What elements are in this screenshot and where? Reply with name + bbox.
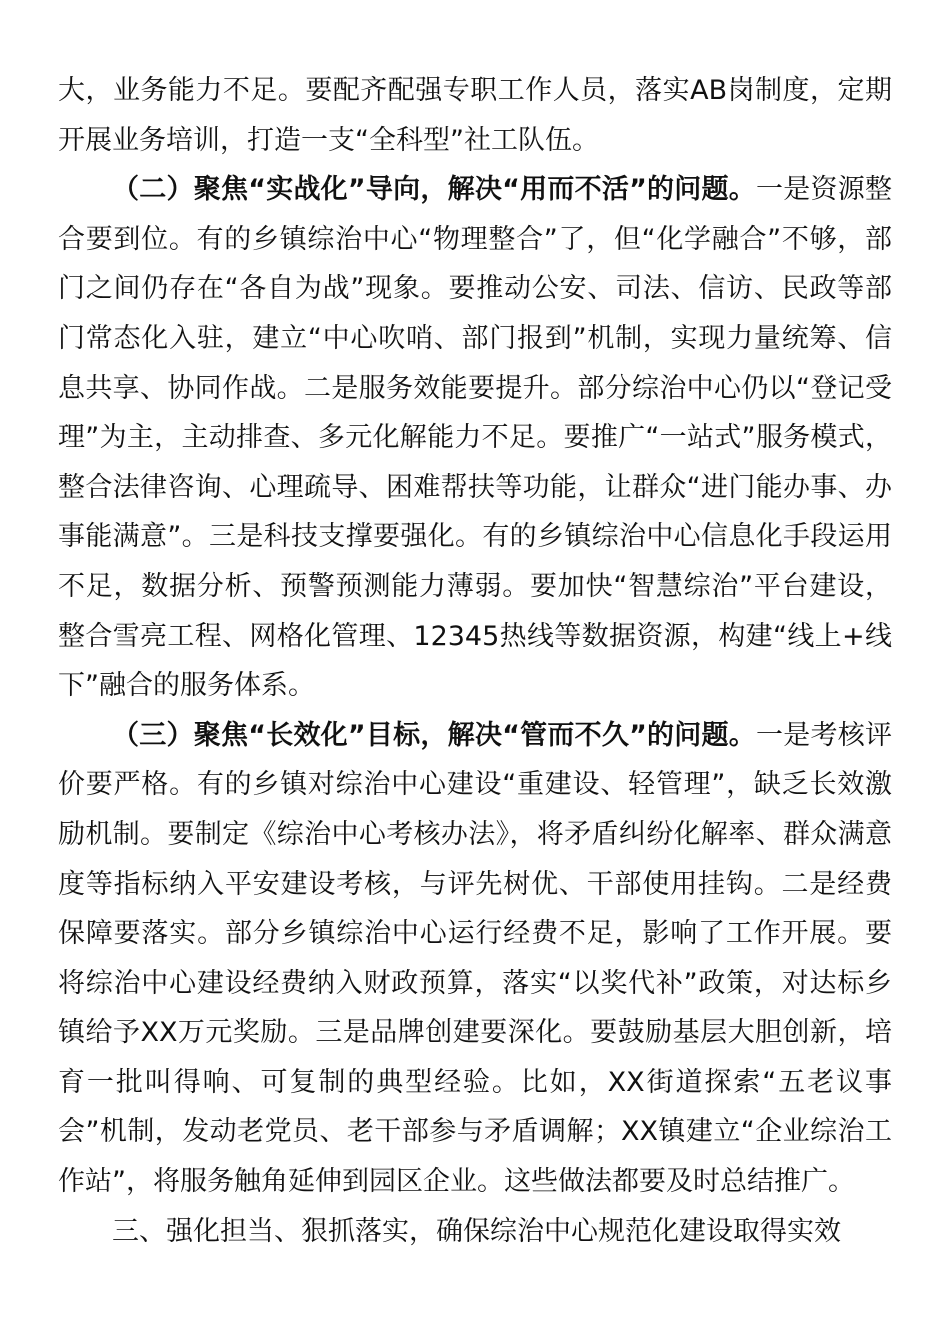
paragraph-text: 一是考核评价要严格。有的乡镇对综治中心建设“重建设、轻管理”，缺乏长效激励机制。要制定《综治中心考核办法》，将矛盾纠纷化解率、群众满意度等指标纳入平安建设考核，与评先树优、干部使用挂钩。二是经费保障要落实。部分乡镇综治中心运行经费不足，影响了工作开展。要将综治中心建设经费纳入财政预算，落实“以奖代补”政策，对达标乡镇给予XX万元奖励。三是品牌创建要深化。要鼓励基层大胆创新，培育一批叫得响、可复制的典型经验。比如，XX街道探索“五老议事会”机制，发动老党员、老干部参与矛盾调解；XX镇建立“企业综治工作站”，将服务触角延伸到园区企业。这些做法都要及时总结推广。 (58, 719, 892, 1198)
document-body (58, 66, 892, 1256)
chapter-heading-text: 三、强化担当、狠抓落实，确保综治中心规范化建设取得实效 (112, 1215, 841, 1247)
section-heading-two: （二）聚焦“实战化”导向，解决“用而不活”的问题。 (112, 174, 757, 206)
section-heading-three: （三）聚焦“长效化”目标，解决“管而不久”的问题。 (112, 719, 757, 751)
chapter-heading-three (58, 1207, 892, 1257)
paragraph-section-two (58, 165, 892, 711)
paragraph-text: 一是资源整合要到位。有的乡镇综治中心“物理整合”了，但“化学融合”不够，部门之间仍存在“各自为战”现象。要推动公安、司法、信访、民政等部门常态化入驻，建立“中心吹哨、部门报到”机制，实现力量统筹、信息共享、协同作战。二是服务效能要提升。部分综治中心仍以“登记受理”为主，主动排查、多元化解能力不足。要推广“一站式”服务模式，整合法律咨询、心理疏导、困难帮扶等功能，让群众“进门能办事、办事能满意”。三是科技支撑要强化。有的乡镇综治中心信息化手段运用不足，数据分析、预警预测能力薄弱。要加快“智慧综治”平台建设，整合雪亮工程、网格化管理、12345热线等数据资源，构建“线上+线下”融合的服务体系。 (58, 174, 892, 702)
paragraph-section-three (58, 711, 892, 1207)
paragraph-text: 大，业务能力不足。要配齐配强专职工作人员，落实AB岗制度，定期开展业务培训，打造一支“全科型”社工队伍。 (58, 75, 892, 156)
paragraph-continuation (58, 66, 892, 165)
